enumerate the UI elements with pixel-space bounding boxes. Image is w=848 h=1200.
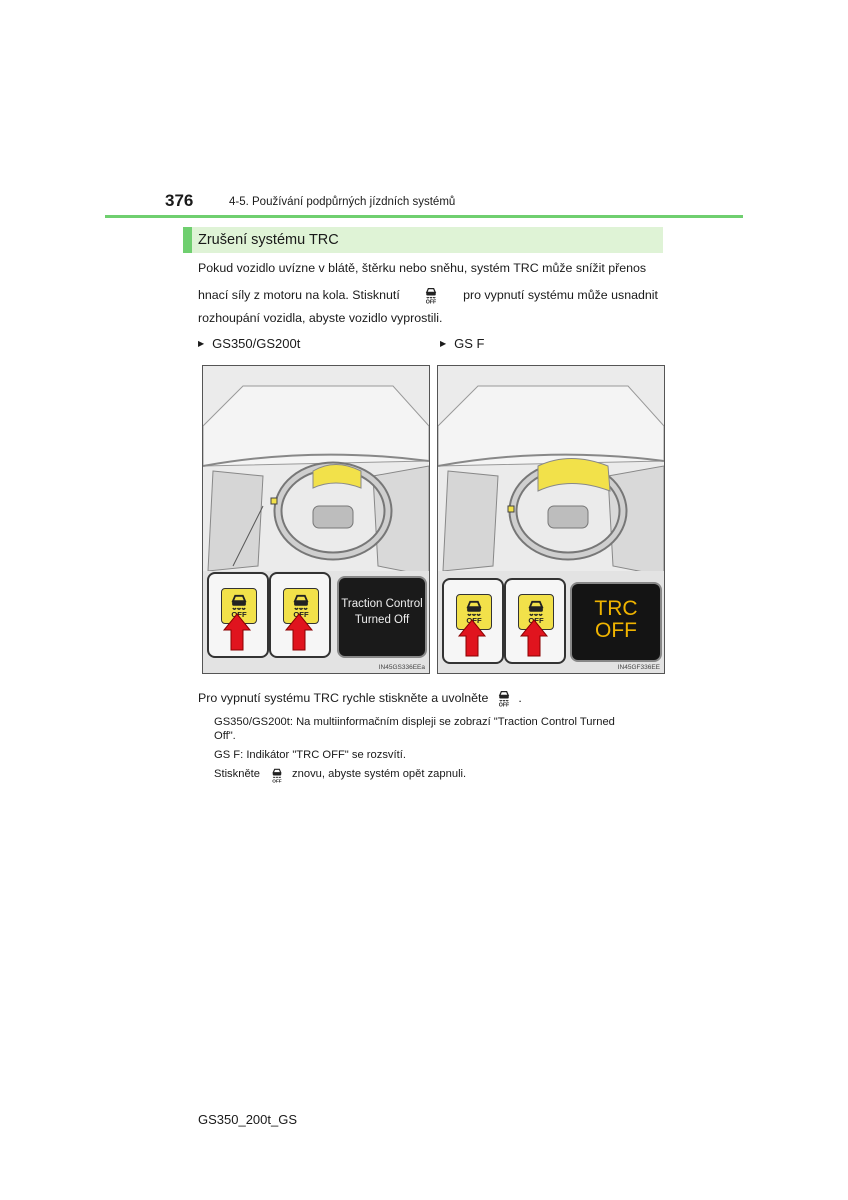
note-reenable-start: Stiskněte [214, 768, 261, 781]
note-gsf: GS F: Indikátor "TRC OFF" se rozsvítí. [214, 749, 406, 761]
instruction-end: . [518, 691, 522, 705]
section-heading: Zrušení systému TRC [198, 232, 339, 248]
indicator-line-2: OFF [595, 619, 637, 642]
display-message-line-1: Traction Control [341, 598, 423, 610]
figure-code: IN45GS336EEa [378, 664, 425, 671]
press-arrow-icon [457, 618, 487, 658]
intro-line-2-start: hnací síly z motoru na kola. Stisknutí [198, 288, 400, 302]
section-title: 4-5. Používání podpůrných jízdních systémů [229, 196, 456, 208]
heading-accent [183, 227, 192, 253]
trc-off-button-icon [423, 286, 439, 304]
button-inset-2 [269, 572, 331, 658]
figure-gs350 [202, 365, 430, 674]
trc-off-button-icon [496, 689, 512, 707]
note-reenable-end: znovu, abyste systém opět zapnuli. [292, 768, 467, 781]
footer-model-code: GS350_200t_GS [198, 1112, 298, 1127]
press-arrow-icon [284, 612, 314, 652]
intro-line-1: Pokud vozidlo uvízne v blátě, štěrku nebo sněhu, systém TRC může snížit přenos [198, 261, 647, 275]
variant-label-right [440, 336, 485, 351]
intro-line-3: rozhoupání vozidla, abyste vozidlo vyprostili. [198, 311, 443, 325]
triangle-bullet-icon: ▶ [440, 339, 447, 348]
note-reenable [214, 767, 662, 783]
note-gs350-line-1: GS350/GS200t: Na multiinformačním displeji se zobrazí "Traction Control Turned [214, 716, 615, 728]
button-inset-1 [207, 572, 269, 658]
variant-label-left [198, 336, 300, 351]
button-inset-1 [442, 578, 504, 664]
multi-info-display [337, 576, 427, 658]
note-gs350-line-2: Off". [214, 730, 236, 742]
intro-line-2 [198, 286, 658, 304]
button-inset-2 [504, 578, 566, 664]
instruction-text: Pro vypnutí systému TRC rychle stiskněte a uvolněte [198, 691, 489, 705]
triangle-bullet-icon: ▶ [198, 339, 205, 348]
page-number: 376 [165, 191, 194, 210]
press-arrow-icon [222, 612, 252, 652]
variant-left-text: GS350/GS200t [212, 336, 301, 351]
trc-off-button-icon [270, 767, 284, 783]
variant-right-text: GS F [454, 336, 485, 351]
header-rule [105, 215, 743, 218]
trc-off-indicator [570, 582, 662, 662]
instruction-line [198, 689, 522, 707]
press-arrow-icon [519, 618, 549, 658]
intro-line-2-end: pro vypnutí systému může usnadnit [463, 288, 658, 302]
figure-gsf [437, 365, 665, 674]
figure-code: IN45GF336EE [617, 664, 660, 671]
display-message-line-2: Turned Off [354, 614, 410, 626]
indicator-line-1: TRC [594, 597, 638, 620]
